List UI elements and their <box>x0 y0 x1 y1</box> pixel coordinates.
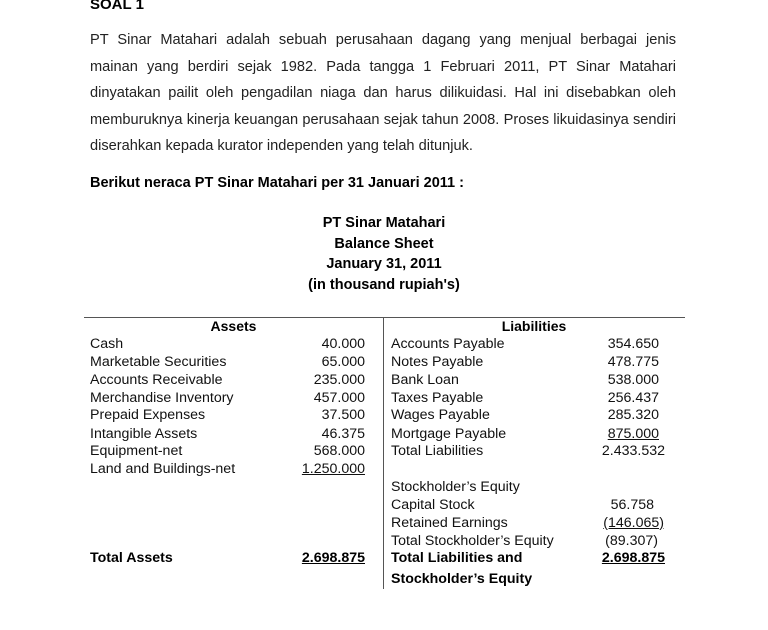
liability-label: Taxes Payable <box>391 390 484 406</box>
liability-value: 538.000 <box>607 372 659 388</box>
statement-unit: (in thousand rupiah's) <box>308 276 460 293</box>
intro-text: Berikut neraca PT Sinar Matahari per 31 Januari 2011 : <box>90 175 464 191</box>
asset-label: Accounts Receivable <box>90 372 223 388</box>
exercise-heading: SOAL 1 <box>90 0 144 13</box>
liability-value: 875.000 <box>607 426 659 442</box>
asset-label: Intangible Assets <box>90 426 198 442</box>
liability-label: Mortgage Payable <box>391 426 507 442</box>
liability-label: Bank Loan <box>391 372 459 388</box>
asset-value: 46.375 <box>321 426 365 442</box>
asset-label: Cash <box>90 336 124 352</box>
total-assets-label: Total Assets <box>90 550 173 566</box>
statement-date: January 31, 2011 <box>326 256 442 272</box>
statement-title <box>84 213 684 295</box>
equity-label: Capital Stock <box>391 497 475 513</box>
asset-value: 40.000 <box>321 336 365 352</box>
liability-label: Wages Payable <box>391 407 490 423</box>
asset-label: Land and Buildings-net <box>90 461 236 477</box>
liability-value: 256.437 <box>607 390 659 406</box>
equity-label: Total Stockholder’s Equity <box>391 533 554 549</box>
equity-value: (89.307) <box>605 533 658 549</box>
equity-header: Stockholder’s Equity <box>391 479 520 495</box>
total-liabilities-label: Total Liabilities <box>391 443 484 459</box>
asset-label: Marketable Securities <box>90 354 227 370</box>
asset-value: 37.500 <box>321 407 365 423</box>
total-assets-value: 2.698.875 <box>301 550 365 566</box>
total-liab-equity-label-2: Stockholder’s Equity <box>391 571 533 587</box>
asset-label: Prepaid Expenses <box>90 407 206 423</box>
liabilities-header: Liabilities <box>501 318 567 334</box>
liability-label: Accounts Payable <box>391 336 505 352</box>
asset-value: 65.000 <box>321 354 365 370</box>
liability-label: Notes Payable <box>391 354 484 370</box>
equity-value: 56.758 <box>610 497 654 513</box>
liability-value: 478.775 <box>607 354 659 370</box>
total-liab-equity-label: Total Liabilities and <box>391 550 523 566</box>
asset-value: 1.250.000 <box>301 461 365 477</box>
liability-value: 285.320 <box>607 407 659 423</box>
asset-value: 235.000 <box>313 372 365 388</box>
total-liabilities-value: 2.433.532 <box>601 443 665 459</box>
equity-label: Retained Earnings <box>391 515 508 531</box>
case-paragraph: PT Sinar Matahari adalah sebuah perusahaan dagang yang menjual berbagai jenis mainan yang berdiri sejak 1982. Pada tangga 1 Februari 2011, PT Sinar Matahari dinyatakan pailit oleh pengadilan niaga dan harus dilikuidasi. Hal ini disebabkan oleh memburuknya kinerja keuangan perusahaan sejak tahun 2008. Proses likuidasinya sendiri diserahkan kepada kurator independen yang telah ditunjuk. <box>90 32 676 155</box>
asset-value: 568.000 <box>313 443 365 459</box>
company-name: PT Sinar Matahari <box>322 215 446 231</box>
table-divider <box>383 317 384 589</box>
equity-value: (146.065) <box>603 515 664 531</box>
asset-label: Equipment-net <box>90 443 183 459</box>
total-liab-equity-value: 2.698.875 <box>601 550 665 566</box>
asset-label: Merchandise Inventory <box>90 390 234 406</box>
statement-name: Balance Sheet <box>334 235 434 252</box>
liability-value: 354.650 <box>607 336 659 352</box>
assets-header: Assets <box>210 318 257 334</box>
asset-value: 457.000 <box>313 390 365 406</box>
